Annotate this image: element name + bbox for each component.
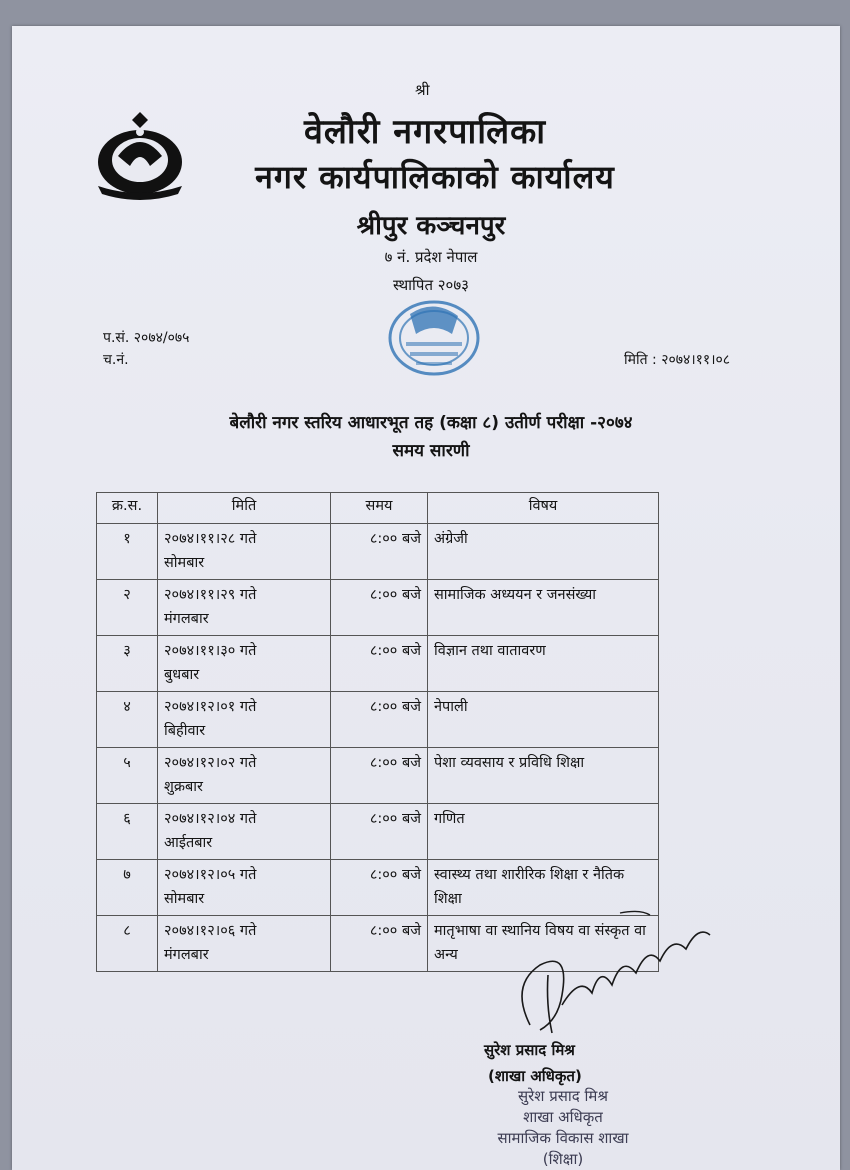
serial-cell: ३	[97, 636, 158, 692]
date-text: २०७४।१२।०४ गते	[164, 811, 257, 827]
handwritten-signature-icon	[500, 905, 720, 1045]
header-time: समय	[331, 493, 428, 524]
date-cell	[158, 636, 331, 692]
table-row	[97, 636, 659, 692]
day-text: सोमबार	[164, 891, 205, 907]
header-subject: विषय	[428, 493, 659, 524]
date-text: २०७४।११।२८ गते	[164, 531, 257, 547]
time-cell: ८:०० बजे	[331, 692, 428, 748]
date-text: २०७४।१२।०६ गते	[164, 923, 257, 939]
day-text: शुक्रबार	[164, 779, 203, 795]
date-cell	[158, 916, 331, 972]
serial-cell: ६	[97, 804, 158, 860]
serial-cell: ५	[97, 748, 158, 804]
serial-cell: २	[97, 580, 158, 636]
seal-line-unit: (शिक्षा)	[542, 1150, 584, 1168]
schedule-title: समय सारणी	[392, 441, 470, 461]
time-cell: ८:०० बजे	[331, 748, 428, 804]
established-line: स्थापित २०७३	[393, 276, 469, 294]
serial-cell: ४	[97, 692, 158, 748]
time-cell: ८:०० बजे	[331, 580, 428, 636]
day-text: मंगलबार	[164, 611, 209, 627]
header-date: मिति	[158, 493, 331, 524]
time-cell: ८:०० बजे	[331, 860, 428, 916]
office-name: नगर कार्यपालिकाको कार्यालय	[255, 158, 615, 196]
date-cell	[158, 692, 331, 748]
date-cell	[158, 804, 331, 860]
subject-cell: अंग्रेजी	[428, 524, 659, 580]
signatory-name: सुरेश प्रसाद मिश्र	[484, 1041, 575, 1059]
province-line: ७ नं. प्रदेश नेपाल	[384, 248, 478, 266]
serial-cell: ७	[97, 860, 158, 916]
subject-cell: पेशा व्यवसाय र प्रविधि शिक्षा	[428, 748, 659, 804]
date-text: २०७४।१२।०२ गते	[164, 755, 257, 771]
subject-cell: स्वास्थ्य तथा शारीरिक शिक्षा र नैतिक शिक्षा	[428, 860, 659, 916]
table-row	[97, 692, 659, 748]
municipality-name: वेलौरी नगरपालिका	[303, 112, 547, 152]
time-cell: ८:०० बजे	[331, 916, 428, 972]
exam-title: बेलौरी नगर स्तरिय आधारभूत तह (कक्षा ८) उतीर्ण परीक्षा -२०७४	[229, 413, 633, 433]
day-text: बिहीवार	[164, 723, 206, 739]
date-text: २०७४।१२।०१ गते	[164, 699, 257, 715]
date-cell	[158, 860, 331, 916]
date-cell	[158, 524, 331, 580]
date-cell	[158, 580, 331, 636]
time-cell: ८:०० बजे	[331, 636, 428, 692]
exam-schedule-table	[96, 492, 659, 972]
issue-date: मिति : २०७४।११।०८	[624, 352, 731, 368]
seal-line-section: सामाजिक विकास शाखा	[497, 1129, 629, 1147]
day-text: मंगलबार	[164, 947, 209, 963]
table-row	[97, 748, 659, 804]
table-header-row	[97, 493, 659, 524]
day-text: बुधबार	[164, 667, 200, 683]
date-text: २०७४।१२।०५ गते	[164, 867, 257, 883]
date-cell	[158, 748, 331, 804]
table-row	[97, 804, 659, 860]
serial-cell: १	[97, 524, 158, 580]
time-cell: ८:०० बजे	[331, 524, 428, 580]
signatory-designation: (शाखा अधिकृत)	[488, 1067, 582, 1085]
day-text: आईतबार	[164, 835, 213, 851]
office-stamp-icon	[376, 288, 486, 380]
name-seal	[468, 1086, 658, 1170]
reference-number: प.सं. २०७४/०७५	[103, 330, 190, 346]
table-row	[97, 524, 659, 580]
subject-cell: मातृभाषा वा स्थानिय विषय वा संस्कृत वा अन्य	[428, 916, 659, 972]
serial-cell: ८	[97, 916, 158, 972]
shree-heading: श्री	[415, 81, 430, 99]
table-row	[97, 580, 659, 636]
date-text: २०७४।११।२९ गते	[164, 587, 257, 603]
office-location: श्रीपुर कञ्चनपुर	[356, 211, 506, 241]
subject-cell: नेपाली	[428, 692, 659, 748]
subject-cell: गणित	[428, 804, 659, 860]
time-cell: ८:०० बजे	[331, 804, 428, 860]
subject-cell: सामाजिक अध्ययन र जनसंख्या	[428, 580, 659, 636]
subject-cell: विज्ञान तथा वातावरण	[428, 636, 659, 692]
day-text: सोमबार	[164, 555, 205, 571]
dispatch-number: च.नं.	[103, 352, 129, 368]
header-serial: क्र.स.	[97, 493, 158, 524]
seal-line-name: सुरेश प्रसाद मिश्र	[517, 1087, 608, 1105]
date-text: २०७४।११।३० गते	[164, 643, 257, 659]
seal-line-designation: शाखा अधिकृत	[523, 1108, 603, 1126]
